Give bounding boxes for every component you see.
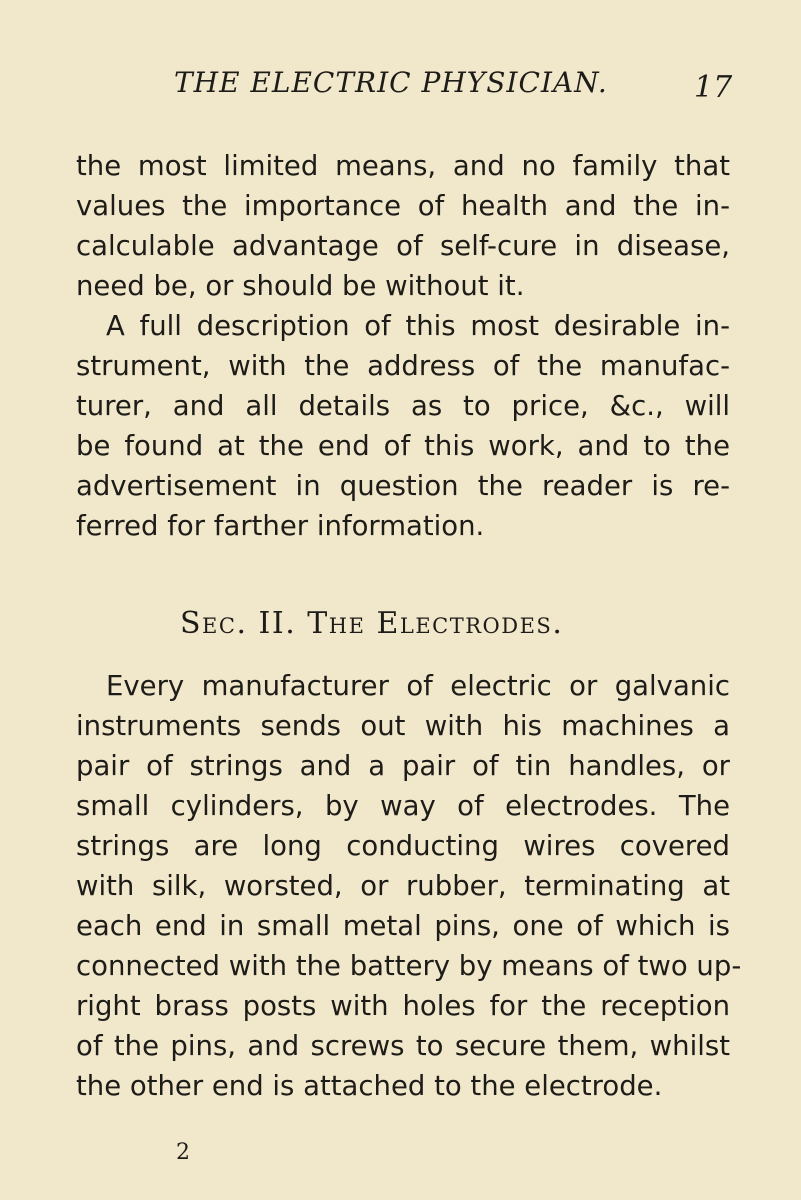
text-line: values the importance of health and the in- — [76, 190, 730, 222]
text-line: ferred for farther information. — [76, 510, 485, 542]
text-line: be found at the end of this work, and to the — [76, 430, 730, 462]
section-heading: Sec. II. The Electrodes. — [180, 606, 564, 641]
text-line: small cylinders, by way of electrodes. The — [76, 790, 730, 822]
text-line: right brass posts with holes for the reception — [76, 990, 730, 1022]
text-line: with silk, worsted, or rubber, terminating at — [76, 870, 730, 902]
text-line: pair of strings and a pair of tin handles, or — [76, 750, 730, 782]
text-line: strings are long conducting wires covered — [76, 830, 730, 862]
text-line: advertisement in question the reader is re- — [76, 470, 730, 502]
text-line: the most limited means, and no family that — [76, 150, 730, 182]
running-title: THE ELECTRIC PHYSICIAN. — [174, 66, 608, 99]
text-line: the other end is attached to the electrode. — [76, 1070, 663, 1102]
text-line: calculable advantage of self-cure in disease, — [76, 230, 730, 262]
text-line: need be, or should be without it. — [76, 270, 525, 302]
text-line: strument, with the address of the manufac- — [76, 350, 730, 382]
page-number: 17 — [694, 70, 733, 105]
text-line: of the pins, and screws to secure them, whilst — [76, 1030, 730, 1062]
text-line: connected with the battery by means of two up- — [76, 950, 742, 982]
text-line: Every manufacturer of electric or galvanic — [106, 670, 730, 702]
text-line: A full description of this most desirable in- — [106, 310, 730, 342]
signature-mark: 2 — [176, 1140, 190, 1165]
text-line: instruments sends out with his machines a — [76, 710, 730, 742]
text-line: each end in small metal pins, one of which is — [76, 910, 730, 942]
text-line: turer, and all details as to price, &c., will — [76, 390, 730, 422]
